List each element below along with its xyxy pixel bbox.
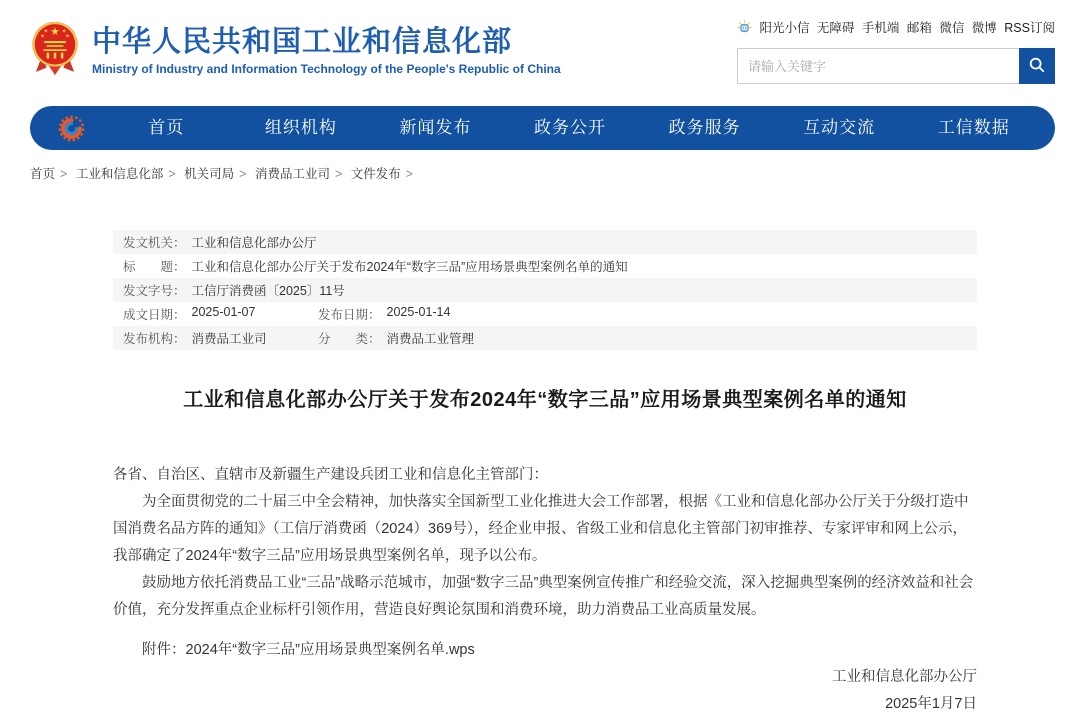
svg-text:★: ★ (65, 33, 70, 40)
table-row (113, 302, 977, 326)
paragraph-body: 鼓励地方依托消费品工业“三品”战略示范城市，加强“数字三品”典型案例宣传推广和经验交流，深入挖掘典型案例的经济效益和社会价值，充分发挥重点企业标杆引领作用，营造良好舆论氛围和消费环境，助力消费品工业高质量发展。 (113, 575, 974, 618)
meta-value: 2025-01-14 (386, 305, 451, 319)
svg-text:★: ★ (40, 33, 45, 40)
top-link-label: 微信 (939, 21, 965, 35)
national-emblem-icon (30, 20, 80, 82)
search-icon (1028, 56, 1046, 77)
nav-item[interactable]: 工信数据 (937, 118, 1010, 137)
meta-value: 消费品工业司 (191, 332, 267, 346)
paragraph-body: 为全面贯彻党的二十届三中全会精神，加快落实全国新型工业化推进大会工作部署，根据《工业和信息化部办公厅关于分级打造中国消费名品方阵的通知》（工信厅消费函（2024）369号），经企业申报、省级工业和信息化主管部门初审推荐、专家评审和网上公示，我部确定了2024年“数字三品”应用场景典型案例名单，现予以公布。 (113, 494, 969, 564)
main-nav (30, 106, 1055, 150)
nav-item[interactable]: 新闻发布 (399, 118, 472, 137)
table-row (113, 326, 977, 350)
meta-value: 工业和信息化部办公厅 (191, 236, 317, 250)
top-link-label: 微博 (971, 21, 997, 35)
site-title-block (92, 26, 561, 76)
document-body (113, 462, 977, 624)
top-link[interactable] (862, 18, 900, 36)
attachment-link[interactable]: 附件：2024年“数字三品”应用场景典型案例名单.wps (142, 642, 475, 658)
breadcrumb-separator: > (60, 167, 68, 181)
table-row (113, 278, 977, 302)
top-link[interactable] (759, 18, 809, 36)
signature-block (113, 664, 977, 718)
meta-label: 分 类： (318, 332, 381, 346)
top-link[interactable] (1004, 18, 1055, 36)
site-header (0, 0, 1075, 102)
breadcrumb-separator: > (405, 167, 414, 181)
site-subtitle: Ministry of Industry and Information Technology of the People's Republic of China (92, 62, 561, 77)
breadcrumb-item[interactable]: 文件发布 (350, 167, 401, 181)
top-link-label: 邮箱 (906, 21, 932, 35)
document-meta-table (113, 230, 977, 350)
top-link-label: 无障碍 (816, 21, 855, 35)
top-links (737, 18, 1055, 36)
meta-value: 工信厅消费函〔2025〕11号 (191, 284, 345, 298)
nav-items (99, 106, 1041, 150)
breadcrumb-item[interactable]: 消费品工业司 (254, 167, 330, 181)
meta-label: 标 题： (123, 260, 186, 274)
meta-label: 发布机构： (123, 332, 186, 346)
page-title: 工业和信息化部办公厅关于发布2024年“数字三品”应用场景典型案例名单的通知 (183, 389, 907, 411)
search-bar (737, 48, 1055, 84)
top-link[interactable] (817, 18, 855, 36)
breadcrumb-item[interactable]: 工业和信息化部 (75, 167, 164, 181)
nav-item[interactable]: 互动交流 (803, 118, 876, 137)
meta-label: 发文机关： (123, 236, 186, 250)
site-branding (30, 20, 561, 82)
nav-item[interactable]: 政务服务 (668, 118, 741, 137)
svg-text:★: ★ (43, 28, 49, 35)
top-link[interactable] (939, 18, 964, 36)
top-link-label: 阳光小信 (759, 21, 810, 35)
site-title: 中华人民共和国工业和信息化部 (92, 25, 513, 58)
search-input[interactable] (737, 48, 1019, 84)
meta-label: 发文字号： (123, 284, 186, 298)
meta-value: 工业和信息化部办公厅关于发布2024年“数字三品”应用场景典型案例名单的通知 (191, 260, 628, 274)
nav-item[interactable]: 组织机构 (264, 118, 337, 137)
breadcrumb-separator: > (239, 167, 247, 181)
top-link-label: 手机端 (861, 21, 900, 35)
header-utilities (737, 18, 1055, 84)
top-link-label: RSS订阅 (1004, 21, 1055, 35)
meta-value: 消费品工业管理 (386, 332, 475, 346)
top-link[interactable] (907, 18, 932, 36)
nav-item[interactable]: 政务公开 (534, 118, 607, 137)
signature-org: 工业和信息化部办公厅 (832, 669, 977, 685)
meta-label: 成文日期： (123, 308, 186, 322)
breadcrumb (30, 164, 1075, 182)
search-button[interactable] (1019, 48, 1055, 84)
nav-item[interactable]: 首页 (148, 118, 185, 137)
signature-date: 2025年1月7日 (885, 696, 977, 712)
miit-gear-logo-icon (58, 115, 85, 142)
breadcrumb-separator: > (168, 167, 176, 181)
table-row (113, 254, 977, 278)
table-row (113, 230, 977, 254)
top-link[interactable] (972, 18, 997, 36)
meta-value: 2025-01-07 (191, 305, 256, 319)
breadcrumb-item[interactable]: 首页 (30, 167, 56, 181)
mascot-icon (737, 20, 752, 35)
document-content (113, 230, 977, 718)
svg-text:★: ★ (50, 25, 60, 39)
breadcrumb-item[interactable]: 机关司局 (184, 167, 235, 181)
paragraph-salutation: 各省、自治区、直辖市及新疆生产建设兵团工业和信息化主管部门： (113, 467, 548, 483)
svg-text:★: ★ (61, 28, 67, 35)
breadcrumb-separator: > (334, 167, 343, 181)
meta-label: 发布日期： (318, 308, 381, 322)
